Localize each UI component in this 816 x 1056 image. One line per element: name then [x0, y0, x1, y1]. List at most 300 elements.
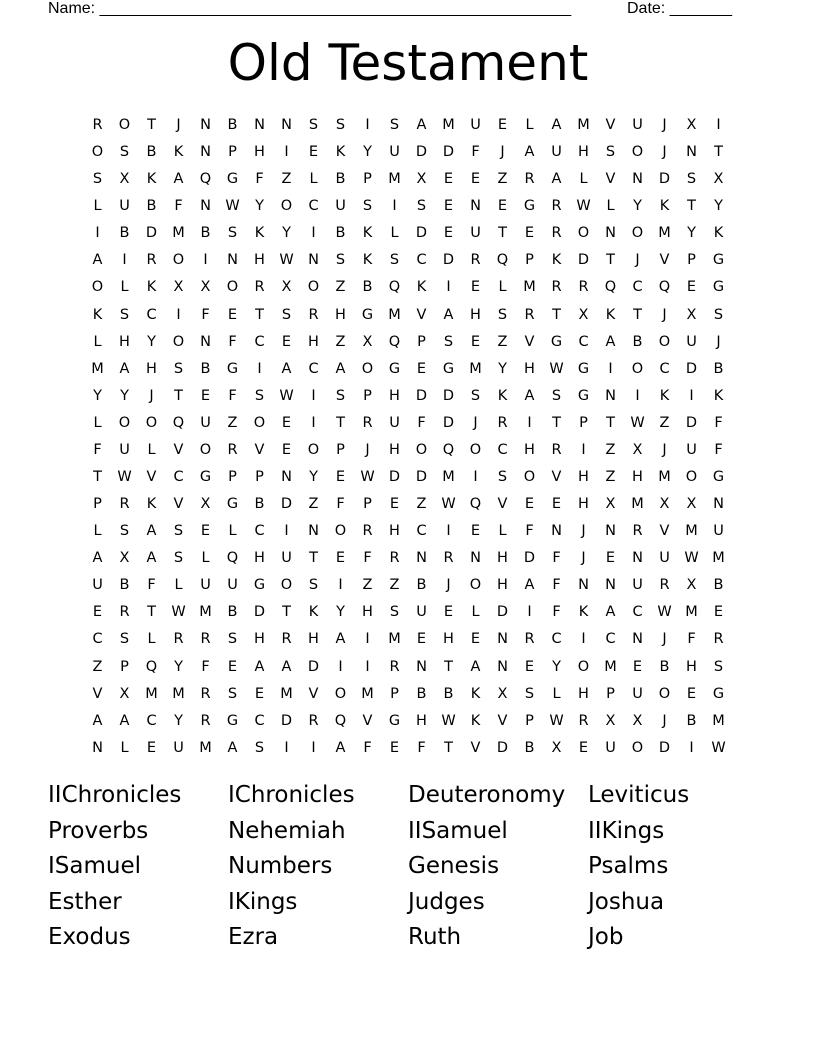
grid-letter: J	[581, 550, 586, 567]
grid-letter: S	[308, 577, 319, 594]
grid-letter: E	[254, 685, 265, 702]
grid-letter: P	[525, 712, 534, 729]
grid-letter: W	[441, 496, 456, 513]
word-bank-item: Joshua	[588, 888, 665, 915]
grid-letter: R	[389, 550, 400, 567]
grid-letter: C	[605, 631, 616, 648]
grid-letter: W	[279, 252, 294, 269]
grid-letter: Y	[309, 469, 318, 486]
grid-letter: U	[632, 577, 643, 594]
grid-letter: X	[362, 333, 373, 350]
word-bank-item: Exodus	[48, 924, 131, 950]
grid-letter: Q	[604, 279, 617, 296]
word-bank-item: Psalms	[588, 853, 669, 879]
grid-letter: N	[416, 658, 427, 675]
grid-letter: R	[443, 550, 454, 567]
grid-letter: Y	[363, 144, 372, 161]
grid-letter: V	[362, 712, 373, 729]
grid-letter: X	[551, 739, 562, 756]
grid-letter: E	[443, 171, 454, 188]
grid-letter: H	[254, 550, 265, 567]
grid-letter: K	[416, 279, 427, 296]
grid-letter: K	[92, 306, 103, 323]
grid-letter: H	[146, 360, 157, 377]
grid-letter: S	[281, 306, 292, 323]
grid-letter: J	[176, 117, 181, 133]
grid-letter: R	[659, 577, 670, 594]
grid-letter: A	[524, 387, 535, 404]
grid-letter: O	[226, 279, 239, 296]
grid-letter: K	[308, 604, 319, 621]
grid-letter: I	[365, 658, 370, 675]
grid-letter: N	[281, 469, 292, 486]
grid-letter: J	[473, 414, 478, 431]
grid-letter: H	[578, 469, 589, 486]
grid-letter: B	[146, 144, 157, 161]
grid-letter: R	[497, 414, 508, 431]
grid-letter: S	[335, 387, 346, 404]
grid-letter: H	[389, 523, 400, 540]
grid-letter: E	[227, 306, 238, 323]
grid-letter: V	[659, 252, 670, 269]
grid-letter: V	[470, 739, 481, 756]
grid-letter: N	[200, 333, 211, 350]
grid-letter: M	[604, 658, 617, 675]
grid-letter: G	[199, 469, 212, 486]
grid-letter: T	[147, 117, 156, 133]
grid-letter: R	[551, 279, 562, 296]
grid-letter: H	[686, 658, 697, 675]
grid-letter: E	[524, 496, 535, 513]
grid-letter: S	[254, 387, 265, 404]
grid-letter: O	[172, 252, 185, 269]
grid-letter: N	[200, 198, 211, 215]
grid-letter: O	[631, 739, 644, 756]
grid-letter: U	[551, 144, 562, 161]
grid-letter: G	[388, 712, 401, 729]
grid-letter: F	[255, 171, 264, 188]
grid-letter: O	[280, 577, 293, 594]
grid-letter: G	[361, 306, 374, 323]
grid-letter: J	[365, 441, 370, 458]
grid-letter: Q	[226, 550, 239, 567]
grid-letter: A	[335, 360, 346, 377]
grid-letter: G	[226, 496, 239, 513]
grid-letter: U	[281, 550, 292, 567]
grid-letter: C	[497, 441, 508, 458]
grid-letter: N	[200, 144, 211, 161]
grid-letter: L	[471, 604, 480, 621]
grid-letter: F	[552, 604, 561, 621]
grid-letter: M	[577, 117, 590, 133]
grid-letter: E	[200, 387, 211, 404]
word-bank	[48, 778, 768, 956]
grid-letter: O	[631, 144, 644, 161]
grid-letter: Z	[497, 333, 508, 350]
grid-letter: R	[281, 631, 292, 648]
grid-letter: X	[605, 712, 616, 729]
grid-letter: G	[550, 333, 563, 350]
grid-letter: E	[227, 658, 238, 675]
grid-letter: C	[254, 333, 265, 350]
grid-letter: X	[497, 685, 508, 702]
grid-letter: C	[173, 469, 184, 486]
grid-letter: A	[146, 550, 157, 567]
grid-row	[84, 141, 732, 168]
grid-letter: G	[712, 279, 725, 296]
grid-letter: G	[712, 685, 725, 702]
grid-letter: R	[200, 685, 211, 702]
grid-letter: W	[549, 712, 564, 729]
grid-letter: N	[605, 577, 616, 594]
grid-letter: M	[658, 225, 671, 242]
grid-row	[84, 304, 732, 331]
grid-letter: S	[686, 171, 697, 188]
grid-letter: Z	[416, 496, 427, 513]
grid-letter: F	[714, 441, 723, 458]
grid-letter: L	[579, 171, 588, 188]
grid-letter: D	[442, 144, 455, 161]
grid-row	[84, 466, 732, 493]
grid-letter: J	[149, 387, 154, 404]
grid-letter: K	[713, 225, 724, 242]
grid-letter: E	[470, 279, 481, 296]
grid-letter: H	[254, 631, 265, 648]
grid-letter: A	[254, 658, 265, 675]
grid-letter: F	[228, 333, 237, 350]
grid-letter: B	[119, 225, 130, 242]
grid-letter: N	[605, 523, 616, 540]
grid-letter: H	[524, 441, 535, 458]
grid-letter: O	[199, 441, 212, 458]
grid-letter: E	[713, 604, 724, 621]
grid-letter: O	[91, 279, 104, 296]
grid-letter: D	[577, 252, 590, 269]
grid-letter: M	[712, 550, 725, 567]
grid-letter: M	[172, 685, 185, 702]
grid-letter: R	[362, 414, 373, 431]
grid-letter: E	[416, 631, 427, 648]
grid-letter: Y	[147, 333, 156, 350]
grid-letter: B	[119, 577, 130, 594]
grid-letter: J	[635, 252, 640, 269]
grid-letter: S	[173, 550, 184, 567]
grid-letter: C	[254, 712, 265, 729]
grid-letter: K	[362, 225, 373, 242]
grid-letter: V	[497, 496, 508, 513]
grid-letter: Q	[469, 496, 482, 513]
grid-letter: E	[470, 523, 481, 540]
grid-row	[84, 412, 732, 439]
grid-letter: E	[281, 414, 292, 431]
grid-letter: E	[632, 658, 643, 675]
grid-letter: E	[551, 496, 562, 513]
grid-letter: R	[173, 631, 184, 648]
grid-letter: U	[389, 144, 400, 161]
grid-letter: X	[200, 279, 211, 296]
grid-letter: Q	[172, 414, 185, 431]
grid-letter: J	[662, 306, 667, 323]
grid-letter: M	[442, 117, 455, 133]
grid-letter: R	[551, 198, 562, 215]
grid-letter: O	[469, 577, 482, 594]
grid-letter: S	[470, 387, 481, 404]
grid-row	[84, 710, 732, 737]
grid-letter: R	[551, 225, 562, 242]
grid-letter: D	[442, 252, 455, 269]
grid-letter: R	[389, 658, 400, 675]
grid-letter: G	[442, 360, 455, 377]
grid-letter: L	[147, 441, 156, 458]
grid-letter: L	[498, 279, 507, 296]
grid-letter: C	[632, 279, 643, 296]
grid-letter: O	[145, 414, 158, 431]
grid-letter: L	[552, 685, 561, 702]
grid-letter: J	[662, 712, 667, 729]
grid-letter: X	[119, 171, 130, 188]
grid-letter: Y	[714, 198, 723, 215]
grid-letter: L	[120, 279, 129, 296]
grid-letter: X	[119, 550, 130, 567]
grid-letter: Z	[335, 333, 346, 350]
grid-letter: D	[415, 225, 428, 242]
grid-letter: N	[200, 117, 211, 133]
grid-letter: U	[470, 117, 481, 133]
word-bank-item: Genesis	[408, 853, 500, 879]
grid-letter: X	[713, 171, 724, 188]
grid-letter: T	[633, 306, 642, 323]
grid-letter: X	[173, 279, 184, 296]
grid-letter: O	[685, 469, 698, 486]
grid-letter: H	[119, 333, 130, 350]
grid-letter: E	[281, 441, 292, 458]
grid-letter: X	[119, 685, 130, 702]
word-bank-item: Numbers	[228, 853, 333, 879]
grid-letter: U	[686, 441, 697, 458]
grid-letter: H	[632, 469, 643, 486]
grid-letter: W	[279, 387, 294, 404]
grid-letter: U	[119, 198, 130, 215]
word-bank-item: IKings	[228, 888, 298, 915]
grid-letter: G	[712, 252, 725, 269]
grid-letter: F	[336, 496, 345, 513]
grid-row	[84, 114, 732, 141]
grid-letter: E	[389, 496, 400, 513]
grid-letter: L	[309, 171, 318, 188]
grid-row	[84, 195, 732, 222]
grid-letter: I	[608, 360, 613, 377]
grid-letter: X	[686, 117, 697, 133]
grid-letter: S	[308, 117, 319, 133]
grid-letter: M	[172, 225, 185, 242]
grid-letter: U	[632, 685, 643, 702]
grid-row	[84, 168, 732, 195]
grid-letter: T	[606, 414, 615, 431]
grid-letter: D	[280, 496, 293, 513]
grid-letter: S	[119, 631, 130, 648]
grid-letter: S	[551, 387, 562, 404]
grid-letter: P	[228, 469, 237, 486]
grid-letter: N	[497, 658, 508, 675]
grid-letter: Y	[552, 658, 561, 675]
grid-letter: I	[527, 604, 532, 621]
grid-letter: O	[307, 441, 320, 458]
grid-letter: D	[415, 469, 428, 486]
grid-letter: N	[308, 252, 319, 269]
grid-letter: E	[443, 604, 454, 621]
grid-letter: Q	[388, 333, 401, 350]
grid-letter: O	[523, 469, 536, 486]
grid-letter: M	[388, 631, 401, 648]
grid-letter: H	[308, 631, 319, 648]
grid-letter: D	[442, 387, 455, 404]
grid-letter: E	[92, 604, 103, 621]
page-title: Old Testament	[227, 34, 589, 92]
grid-letter: K	[497, 387, 508, 404]
grid-letter: F	[201, 306, 210, 323]
grid-letter: L	[147, 631, 156, 648]
grid-letter: F	[525, 523, 534, 540]
grid-letter: X	[605, 496, 616, 513]
grid-letter: T	[444, 658, 453, 675]
grid-letter: E	[470, 631, 481, 648]
grid-letter: R	[308, 712, 319, 729]
grid-letter: R	[227, 441, 238, 458]
grid-letter: Q	[658, 279, 671, 296]
grid-letter: J	[716, 333, 721, 350]
grid-letter: W	[360, 469, 375, 486]
grid-letter: U	[389, 414, 400, 431]
grid-letter: W	[225, 198, 240, 215]
grid-letter: K	[146, 171, 157, 188]
grid-letter: T	[309, 550, 318, 567]
grid-letter: C	[254, 523, 265, 540]
grid-letter: E	[146, 739, 157, 756]
grid-letter: Y	[282, 225, 291, 242]
grid-letter: N	[632, 550, 643, 567]
grid-letter: T	[714, 144, 723, 161]
grid-letter: Z	[362, 577, 373, 594]
grid-letter: D	[280, 712, 293, 729]
grid-letter: W	[117, 469, 132, 486]
grid-row	[84, 628, 732, 655]
grid-letter: X	[200, 496, 211, 513]
grid-letter: R	[524, 631, 535, 648]
grid-letter: X	[578, 306, 589, 323]
grid-letter: P	[687, 252, 696, 269]
grid-letter: W	[171, 604, 186, 621]
grid-letter: I	[689, 739, 694, 756]
grid-letter: E	[605, 550, 616, 567]
grid-letter: E	[335, 550, 346, 567]
grid-letter: L	[201, 550, 210, 567]
grid-row	[84, 358, 732, 385]
grid-letter: V	[173, 441, 184, 458]
grid-letter: C	[416, 252, 427, 269]
grid-letter: J	[662, 144, 667, 161]
grid-letter: S	[497, 306, 508, 323]
grid-letter: E	[443, 198, 454, 215]
grid-letter: Y	[255, 198, 264, 215]
grid-letter: I	[365, 117, 370, 133]
grid-letter: R	[551, 441, 562, 458]
grid-letter: Z	[659, 414, 670, 431]
grid-letter: D	[496, 604, 509, 621]
grid-letter: K	[659, 198, 670, 215]
grid-letter: P	[120, 658, 129, 675]
grid-letter: N	[578, 577, 589, 594]
grid-letter: P	[579, 414, 588, 431]
grid-letter: I	[446, 279, 451, 296]
grid-letter: K	[605, 306, 616, 323]
grid-letter: O	[253, 414, 266, 431]
grid-letter: I	[176, 306, 181, 323]
grid-letter: U	[200, 577, 211, 594]
grid-letter: Z	[281, 171, 292, 188]
grid-letter: A	[146, 523, 157, 540]
grid-letter: M	[523, 279, 536, 296]
grid-letter: L	[390, 225, 399, 242]
grid-letter: S	[227, 631, 238, 648]
grid-letter: N	[416, 550, 427, 567]
grid-letter: C	[632, 604, 643, 621]
grid-letter: U	[416, 604, 427, 621]
grid-letter: E	[335, 469, 346, 486]
grid-letter: P	[363, 496, 372, 513]
grid-letter: I	[122, 252, 127, 269]
grid-letter: S	[713, 306, 724, 323]
grid-letter: A	[524, 577, 535, 594]
grid-letter: R	[92, 117, 103, 133]
grid-letter: Z	[335, 279, 346, 296]
grid-letter: O	[469, 441, 482, 458]
grid-letter: I	[473, 469, 478, 486]
grid-letter: X	[686, 306, 697, 323]
grid-letter: M	[631, 496, 644, 513]
grid-letter: M	[388, 171, 401, 188]
grid-letter: E	[524, 225, 535, 242]
grid-letter: T	[147, 604, 156, 621]
grid-letter: F	[552, 550, 561, 567]
grid-letter: A	[470, 658, 481, 675]
grid-letter: H	[524, 360, 535, 377]
grid-letter: U	[119, 441, 130, 458]
grid-letter: L	[120, 739, 129, 756]
grid-letter: E	[497, 198, 508, 215]
grid-letter: G	[253, 577, 266, 594]
grid-letter: R	[146, 252, 157, 269]
grid-letter: S	[497, 469, 508, 486]
grid-letter: N	[227, 252, 238, 269]
grid-letter: P	[417, 333, 426, 350]
grid-letter: M	[712, 712, 725, 729]
grid-letter: A	[281, 658, 292, 675]
grid-letter: J	[662, 117, 667, 133]
grid-letter: T	[498, 225, 507, 242]
grid-letter: K	[470, 685, 481, 702]
grid-row	[84, 385, 732, 412]
grid-letter: O	[91, 144, 104, 161]
grid-letter: U	[200, 414, 211, 431]
word-bank-item: IISamuel	[408, 817, 508, 844]
grid-letter: F	[201, 658, 210, 675]
grid-letter: H	[443, 631, 454, 648]
grid-letter: T	[93, 469, 102, 486]
grid-letter: N	[497, 631, 508, 648]
grid-letter: W	[630, 414, 645, 431]
grid-letter: X	[659, 496, 670, 513]
grid-letter: I	[311, 414, 316, 431]
